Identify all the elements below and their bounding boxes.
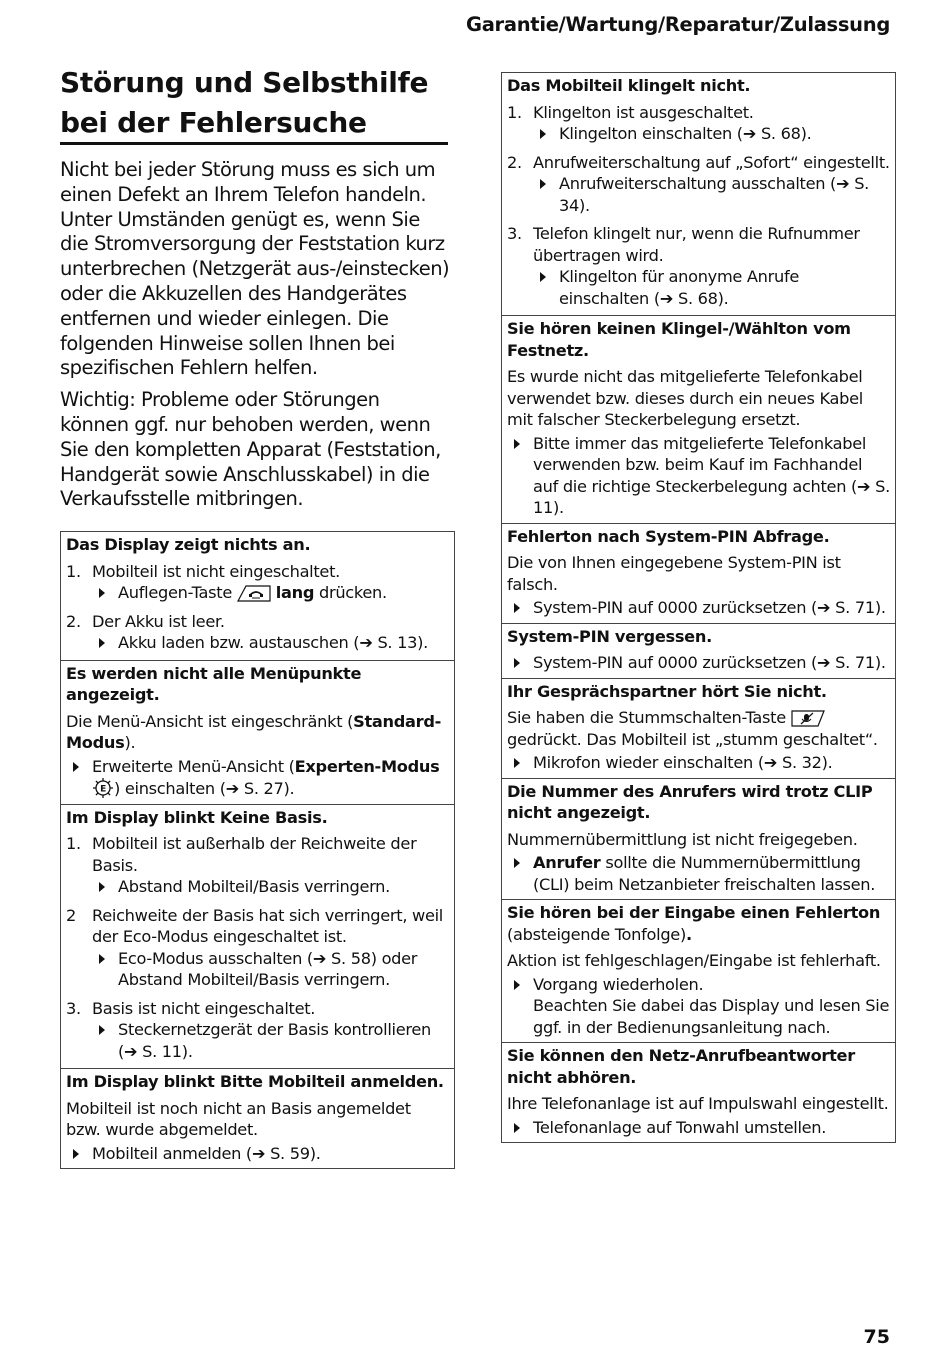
section-clip [502,779,895,901]
page-reference: S. 13). [377,633,428,652]
action-item [66,756,450,800]
text-span: Steckernetzgerät der Basis kontrollieren ( [118,1020,432,1061]
end-call-key-icon [237,585,271,602]
action-item [507,597,891,619]
action-item [533,123,891,145]
paragraph [66,711,450,754]
section-title: Fehlerton nach System-PIN Abfrage. [507,526,830,546]
item-text: Der Akku ist leer. [92,611,225,631]
text-span: sollte die Nummernübermittlung (CLI) beim Netzanbieter freischalten lassen. [533,853,876,894]
section-no-dial-tone [502,316,895,524]
page-reference: S. 27). [243,779,295,798]
text-span: Basis ist nicht eingeschaltet. [92,998,316,1018]
arrow-icon: ➔ [124,1041,138,1061]
text-span: Im Display blinkt [66,1072,215,1091]
intro-paragraph: Nicht bei jeder Störung muss es sich um einen Defekt an Ihrem Telefon handeln. Unter Umständen genügt es, wenn Sie die Stromversorgung der Feststation kurz unterbrechen (Netzgerät aus-/einstecken) oder die Akkuzellen des Handgerätes entfernen und wieder einlegen. Die folgenden Hinweise sollen Ihnen bei spezifischen Fehlern helfen. [60,158,450,380]
text-span: S. 71). [835,598,886,617]
numbered-item [66,611,450,654]
arrow-icon: ➔ [817,598,831,617]
text-span: Anrufer [533,853,601,872]
page-title: Störung und Selbsthilfe bei der Fehlersuche [60,66,429,139]
arrow-icon: ➔ [251,1143,266,1163]
section-no-base [61,805,454,1070]
troubleshooting-table-left [60,531,455,1169]
text-span: S. 59). [270,1143,321,1163]
action-item [507,852,891,895]
paragraph: Mobilteil ist noch nicht an Basis angemeldet bzw. wurde abgemeldet. [66,1098,411,1139]
triangle-bullet-icon [99,638,105,648]
section-title: Das Display zeigt nichts an. [66,535,311,554]
text-span: Bitte Mobilteil anmelden. [219,1072,444,1091]
intro-text [60,158,453,519]
action-item [92,1019,450,1062]
numbered-item [66,998,450,1063]
action-item [92,632,450,654]
text-span: . [685,924,692,944]
paragraph: Aktion ist fehlgeschlagen/Eingabe ist fehlerhaft. [507,951,881,970]
text-span: Erweiterte Menü-Ansicht ( [92,756,295,776]
numbered-item [507,102,891,145]
action-item [92,582,450,604]
arrow-icon: ➔ [359,633,373,652]
section-title: Es werden nicht alle Menüpunkte angezeigt. [66,663,362,704]
text-span: Sie haben die Stummschalten-Taste [507,708,786,727]
action-item [66,1143,450,1165]
text-span: Klingelton ist ausgeschaltet. [533,102,754,122]
action-item [507,974,891,1039]
numbered-item [66,833,450,898]
triangle-bullet-icon [514,980,520,990]
text-span: S. 58) oder Abstand Mobilteil/Basis verringern. [118,948,418,989]
section-display-blank [61,532,454,661]
paragraph: Nummernübermittlung ist nicht freigegeben. [507,829,858,849]
text-span: Mobilteil ist außerhalb der Reichweite der Basis. [92,834,417,875]
arrow-icon: ➔ [225,779,239,798]
text-span: S. 11). [142,1041,193,1061]
text-span: S. 71). [835,653,886,672]
text-span: Experten-Modus [294,756,440,776]
mute-key-icon [791,710,825,727]
triangle-bullet-icon [99,882,105,892]
section-pin-forgotten [502,624,895,679]
text-span: Standard-Modus [66,711,442,752]
section-pin-error [502,524,895,624]
text-span: ) einschalten ( [114,779,226,798]
text-span: gedrückt. Das Mobilteil ist „stumm geschaltet“. [507,729,878,749]
action-bold: lang [275,583,315,602]
action-item [533,173,891,216]
numbered-item [66,561,450,604]
text-span: 1. [507,102,522,122]
arrow-icon: ➔ [312,948,327,968]
text-span: Abstand Mobilteil/Basis verringern. [118,877,390,896]
section-title: Sie hören keinen Klingel-/Wählton vom Festnetz. [507,319,851,360]
text-span: 2. [507,152,522,172]
arrow-icon: ➔ [836,174,850,193]
action-item [507,752,891,774]
svg-text:E: E [100,784,106,795]
triangle-bullet-icon [73,762,79,772]
action-item [92,876,450,898]
title-rule [60,142,448,145]
text-span: Mobilteil anmelden ( [92,1143,252,1163]
text-span: Beachten Sie dabei das Display und lesen Sie ggf. in der Bedienungsanleitung nach. [533,996,890,1037]
section-title [507,900,891,945]
text-span: Mikrofon wieder einschalten ( [533,753,764,772]
section-title: Das Mobilteil klingelt nicht. [507,76,751,95]
section-menu-items [61,661,454,805]
text-span: S. 68). [677,288,729,308]
text-span: S. 32). [781,753,833,772]
section-answering-machine [502,1043,895,1142]
section-register-handset [61,1069,454,1168]
section-title: Ihr Gesprächspartner hört Sie nicht. [507,681,827,701]
text-span: Keine Basis. [219,807,328,827]
text-span: Anrufweiterschaltung auf „Sofort“ eingestellt. [533,152,890,172]
text-span: S. 34). [559,174,870,215]
triangle-bullet-icon [514,758,520,768]
item-number: 1. [66,561,81,581]
item-number: 2. [66,611,81,631]
triangle-bullet-icon [540,129,546,139]
intro-paragraph: Wichtig: Probleme oder Störungen können ggf. nur behoben werden, wenn Sie den kompletten Apparat (Feststation, Handgerät sowie Anschlusskabel) in die Verkaufsstelle mitbringen. [60,388,441,511]
triangle-bullet-icon [73,1149,79,1159]
text-span: Anrufweiterschaltung ausschalten ( [559,174,837,193]
numbered-item [507,152,891,217]
action-text: Auflegen-Taste [118,583,233,602]
arrow-icon: ➔ [857,476,871,496]
section-no-ring [502,73,895,316]
text-span: Sie hören bei der Eingabe einen Fehlerton [507,903,881,922]
section-title [66,805,450,829]
text-span: Telefon klingelt nur, wenn die Rufnummer übertragen wird. [533,224,860,265]
text-span: Vorgang wiederholen. [533,974,704,994]
arrow-icon: ➔ [742,124,757,143]
text-span: S. 68). [760,124,812,143]
section-title [66,1069,450,1093]
text-span: ). [124,733,136,752]
numbered-item [507,223,891,309]
action-item [507,433,891,519]
running-header: Garantie/Wartung/Reparatur/Zulassung [465,13,890,36]
text-span: System-PIN auf 0000 zurücksetzen ( [533,598,818,617]
text-span: 2 [66,905,76,925]
triangle-bullet-icon [514,1123,520,1133]
text-span: Klingelton einschalten ( [559,124,743,143]
text-span: Telefonanlage auf Tonwahl umstellen. [533,1117,827,1137]
paragraph: Es wurde nicht das mitgelieferte Telefonkabel verwendet bzw. dieses durch ein neues Kabel mit falscher Steckerbelegung ersetzt. [507,367,863,429]
triangle-bullet-icon [99,1025,105,1035]
text-span: System-PIN auf 0000 zurücksetzen ( [533,653,818,672]
paragraph [507,707,891,750]
arrow-icon: ➔ [763,753,778,772]
action-item [533,266,891,309]
paragraph: Die von Ihnen eingegebene System-PIN ist falsch. [507,553,841,594]
troubleshooting-table-right [501,72,896,1143]
paragraph: Ihre Telefonanlage ist auf Impulswahl eingestellt. [507,1094,889,1113]
triangle-bullet-icon [514,439,520,449]
text-span: Im Display blinkt [66,807,215,827]
triangle-bullet-icon [514,658,520,668]
triangle-bullet-icon [540,179,546,189]
text-span: 3. [507,224,522,243]
action-item [507,652,891,674]
action-item [507,1117,891,1139]
triangle-bullet-icon [540,272,546,282]
arrow-icon: ➔ [817,653,831,672]
triangle-bullet-icon [99,954,105,964]
text-span: Die Menü-Ansicht ist eingeschränkt ( [66,711,354,731]
text-span: S. 11). [533,476,890,517]
text-span: Klingelton für anonyme Anrufe einschalten ( [559,267,800,308]
text-span: Reichweite der Basis hat sich verringert, weil der Eco-Modus eingeschaltet ist. [92,905,444,946]
page-number: 75 [863,1326,890,1348]
action-text: drücken. [318,583,387,602]
text-span: (absteigende Tonfolge) [507,924,686,944]
expert-mode-gear-icon [92,777,114,799]
text-span: Bitte immer das mitgelieferte Telefonkabel verwenden bzw. beim Kauf im Fachhandel auf die richtige Steckerbelegung achten ( [533,433,867,496]
triangle-bullet-icon [514,858,520,868]
triangle-bullet-icon [514,603,520,613]
section-title: System-PIN vergessen. [507,626,712,646]
section-title: Sie können den Netz-Anrufbeantworter nicht abhören. [507,1046,855,1087]
triangle-bullet-icon [99,588,105,598]
item-text: Mobilteil ist nicht eingeschaltet. [92,561,340,581]
action-text: Akku laden bzw. austauschen ( [118,633,360,652]
text-span: 1. [66,834,81,853]
arrow-icon: ➔ [659,288,674,308]
section-title: Die Nummer des Anrufers wird trotz CLIP nicht angezeigt. [507,781,873,822]
section-muted [502,679,895,779]
action-item [92,948,450,991]
text-span: Eco-Modus ausschalten ( [118,948,313,968]
numbered-item [66,905,450,991]
section-error-tone [502,900,895,1043]
text-span: 3. [66,998,81,1018]
